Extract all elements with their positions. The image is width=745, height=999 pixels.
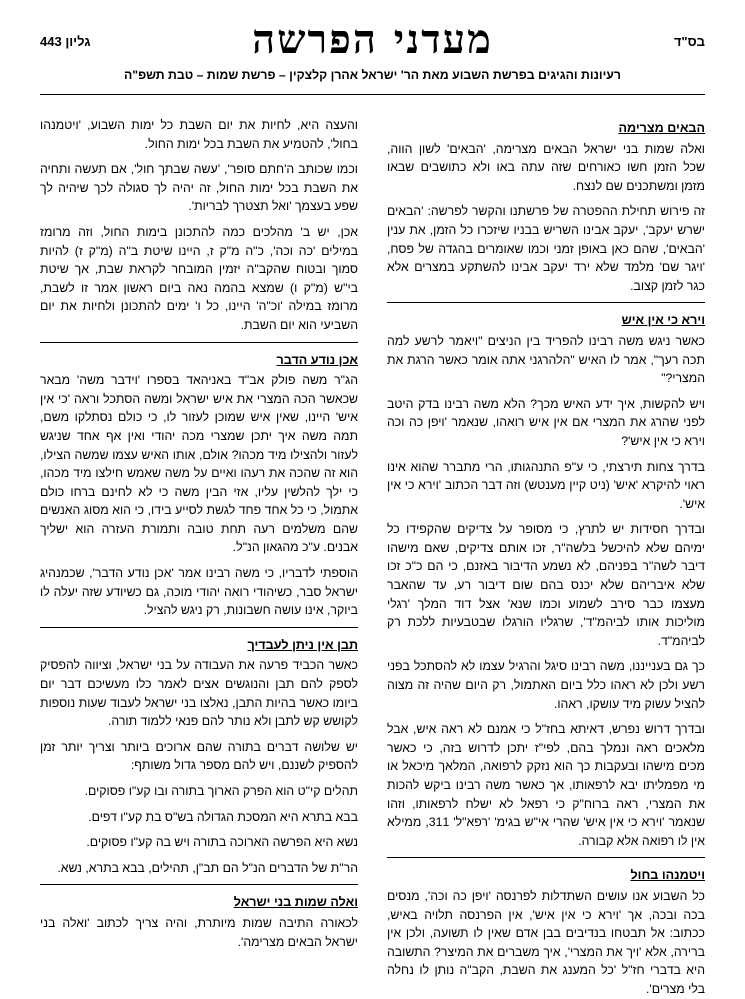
- article-paragraph: כאשר הכביד פרעה את העבודה על בני ישראל, וציווה להפסיק לספק להם תבן והנוגשים אצים לאמר כלו מעשיכם דבר יום ביומו כאשר בהיות התבן, נאלצו בני ישראל לעבוד שעות נוספות לקושש קש לתבן ולא נותר להם פנאי ללמוד תורה.: [40, 658, 358, 729]
- article-paragraph: כאשר ניגש משה רבינו להפריד בין הניצים "ויאמר לרשע למה תכה רעך", אמר לו האיש "הלהרגני אתה אומר כאשר הרגת את המצרי?": [387, 333, 705, 386]
- article-paragraph: ובדרך חסידות יש לתרץ, כי מסופר על צדיקים שהקפידו כל ימיהם שלא להיכשל בלשה"ר, זכו אותם צדיקים, שאם מישהו דיבר לשה"ר בפניהם, לא נשמע הדיבור באזנם, כי הם כ"כ זכו שלא איבריהם שלא יכנס בהם שום דיבור רע, עד שהאבר מעצמו כבר סירב לשמוע וכמו שנא' אצל דוד המלך 'רגלי מוליכות אותו לביהמ"ד', שרגליו הורגלו שבטבעיות ללכת רק לביהמ"ד.: [387, 522, 705, 648]
- article-paragraph: ובדרך דרוש נפרש, דאיתא בחז"ל כי אמנם לא ראה איש, אבל מלאכים ראה ונמלך בהם, לפי"ז יתכן לדרוש בזה, כי כאשר מכים מישהו ובעקבות כך הוא נזקק לרפואה, המלאך מיכאל או מי מפמליתו יבא לרפאותו, אך כאשר משה רבינו ביקש להכות את המצרי, ראה ברוח"ק כי רפאל לא ישלח לרפאותו, וזהו שנאמר 'וירא כי אין איש' שהרי אי"ש בגימ' 'רפא"ל' 311, ממילא אין לו רפואה אלא קבורה.: [387, 722, 705, 848]
- article-paragraph: הוספתי לדבריו, כי משה רבינו אמר 'אכן נודע הדבר', שכמנהיג ישראל סבר, כשיהודי רואה יהודי מוכה, גם כשיודע שזה יעלה לו ביוקר, אינו עושה חשבונות, רק ניגש להציל.: [40, 566, 358, 618]
- article-paragraph: ויש להקשות, איך ידע האיש מכך? הלא משה רבינו בדק היטב לפני שהרג את המצרי אם אין איש רואהו, שנאמר 'ויפן כה וכה וירא כי אין איש'?: [387, 396, 705, 448]
- page-title: מעדני הפרשה: [252, 16, 493, 63]
- right-column: [387, 116, 705, 996]
- article-paragraph: זה פירוש תחילת ההפטרה של פרשתנו והקשר לפרשה: 'הבאים ישרש יעקב', יעקב אבינו השריש בבניו שיזכרו כל הזמן, את ענין 'הבאים', שהם כאן באופן זמני וכמו שאומרים בהגדה של פסח, 'ויגר שם' מלמד שלא ירד יעקב אבינו להשתקע במצרים אלא כגר לזמן קצוב.: [387, 204, 705, 293]
- article-paragraph: הר"ת של הדברים הנ"ל הם תב"ן, תהילים, בבא בתרא, נשא.: [57, 860, 358, 875]
- article-section: [387, 866, 705, 998]
- article-section: [40, 351, 358, 620]
- masthead: [40, 0, 705, 95]
- issue-number: גליון 443: [40, 34, 91, 49]
- article-paragraph: נשא היא הפרשה הארוכה בתורה ויש בה קע"ו פסוקים.: [86, 835, 358, 850]
- article-section: [40, 116, 358, 335]
- article-paragraph: והעצה היא, לחיות את יום השבת כל ימות השבוע, 'ויטמנהו בחול', להטמיע את השבת בכל ימות החול.: [40, 118, 358, 151]
- article-section: [40, 893, 358, 951]
- article-columns: [40, 116, 705, 996]
- section-heading: וירא כי אין איש: [621, 313, 705, 328]
- section-divider: [40, 627, 358, 628]
- article-section: [387, 119, 705, 295]
- section-heading: אכן נודע הדבר: [276, 352, 358, 367]
- bsd-mark: בס"ד: [673, 34, 705, 49]
- article-paragraph: בדרך צחות תירצתי, כי ע"פ התנהגותו, הרי מתברר שהוא אינו ראוי להיקרא 'איש' (ניט קיין מענטש) וזה דבר הכתוב 'וירא כי אין איש'.: [387, 459, 705, 511]
- section-divider: [387, 302, 705, 303]
- article-paragraph: בבא בתרא היא המסכת הגדולה בש"ס בת קע"ו דפים.: [88, 809, 358, 824]
- article-paragraph: וכמו שכותב ה'חתם סופר', 'עשה שבתך חול', אם תעשה ותחיה את השבת בכל ימות החול, זה יהיה לך סגולה לכך שיהיה לך שפע בעצמך 'ואל תצטרך לבריות'.: [40, 162, 358, 214]
- article-paragraph: כל השבוע אנו עושים השתדלות לפרנסה 'ויפן כה וכה', מנסים בכה ובכה, אך 'וירא כי אין איש', אין הפרנסה תלויה באיש, ככתוב: אל תבטחו בנדיבים בבן אדם שאין לו תשועה, ולכן אין ברירה, אלא 'ויך את המצרי', איך משברים את המיצר? התשובה היא בדברי חז"ל 'כל המענג את השבת, הקב"ה נותן לו נחלה בלי מצרים'.: [387, 888, 705, 996]
- article-paragraph: הג"ר משה פולק אב"ד באניהאד בספרו 'וידבר משה' מבאר שכאשר הכה המצרי את איש ישראל ומשה הסתכל וראה 'כי אין איש' היינו, שאין איש שמוכן לעזור לו, כי כולם נסתלקו משם, תמה משה איך יתכן שמצרי מכה יהודי ואין אף אחד שניגש לעזור ולהצילו מיד מכהו? אולם, אותו האיש עצמו שמשה הצילו, הוא זה שהכה את רעהו ואיים על משה שאמש חילצו מיד מכהו, כי ילך להלשין עליו, אזי הבין משה כי לא לחינם ברחו כולם אתמול, כי כל אחד פחד לגשת לסייע בידו, כי הוא מסוג האנשים שהם משלמים רעה תחת טובה ותמורת העזרה הוא ישליך אבנים. ע"כ מהגאון הנ"ל.: [40, 373, 358, 555]
- section-heading: הבאים מצרימה: [618, 121, 705, 135]
- article-paragraph: לכאורה התיבה שמות מיותרת, והיה צריך לכתוב 'ואלה בני ישראל הבאים מצרימה'.: [40, 915, 358, 949]
- article-paragraph: ואלה שמות בני ישראל הבאים מצרימה, 'הבאים' לשון הווה, שכל הזמן חשו כאורחים שזה עתה באו ולא כתושבים שבאו מזמן ומשתכנים שם לנצח.: [387, 141, 705, 193]
- section-heading: ויטמנהו בחול: [630, 868, 705, 883]
- page-subtitle: רעיונות והגיגים בפרשת השבוע מאת הר' ישראל אהרן קלצקין – פרשת שמות – טבת תשפ"ה: [124, 68, 621, 82]
- article-paragraph: כך גם בענייננו, משה רבינו סיגל והרגיל עצמו לא להסתכל בפני רשע ולכן לא ראהו כלל ביום האתמול, רק היום שהיה זה מצוה להציל עשוק מיד עושקו, ראהו.: [387, 659, 705, 711]
- section-divider: [40, 884, 358, 885]
- article-section: [387, 311, 705, 850]
- section-divider: [40, 342, 358, 343]
- article-paragraph: אכן, יש ב' מהלכים כמה להתכונן בימות החול, וזה מרומז במילים 'כה וכה', כ"ה מ"ק ז, היינו שיטת ב"ה (מ"ק ז) להיות סמוך ובטוח שהקב"ה יזמין המובחר לקראת שבת, אך שיטת בי"ש (מ"ק ו) שמצא בהמה נאה ביום ראשון אמר זו לשבת, מרומז במילה 'וכ"ה' היינו, כל ו' ימים להתכונן ולחיות את יום השביעי הוא יום השבת.: [40, 224, 358, 332]
- section-heading: תבן אין ניתן לעבדיך: [247, 637, 358, 652]
- section-divider: [387, 857, 705, 858]
- article-paragraph: תהלים קי"ט הוא הפרק הארוך בתורה ובו קע"ו פסוקים.: [84, 784, 358, 798]
- article-paragraph: יש שלושה דברים בתורה שהם ארוכים ביותר וצריך יותר זמן להספיק לשננם, ויש להם מספר גדול משותף:: [40, 739, 358, 773]
- left-column: [40, 116, 358, 986]
- section-heading: ואלה שמות בני ישראל: [233, 895, 358, 910]
- article-section: [40, 636, 358, 878]
